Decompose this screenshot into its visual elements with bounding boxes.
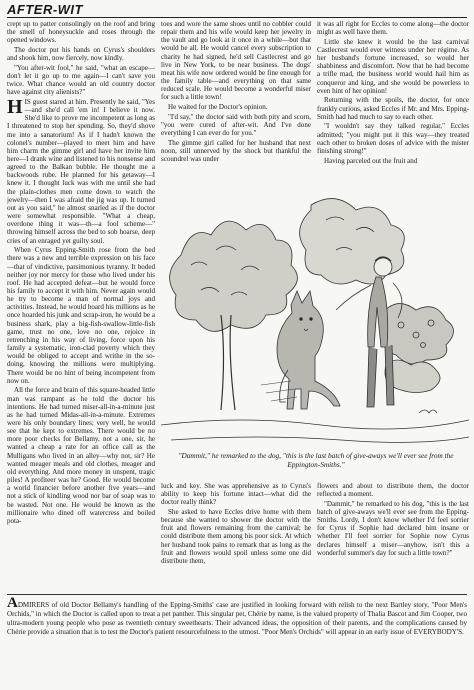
column-right-bottom bbox=[317, 482, 469, 587]
paragraph: crept up to patter consolingly on the roof and bring the smell of honeysuckle and roses through the opened windows. bbox=[7, 20, 155, 45]
column-right-top bbox=[317, 20, 469, 192]
story-illustration bbox=[161, 195, 469, 450]
footer-rule bbox=[7, 594, 467, 595]
paragraph: "I'd say," the doctor said with both pity and scorn, "you were cured of after-wit. And I've done everything I can ever do for you." bbox=[161, 112, 311, 138]
drop-cap: H bbox=[7, 95, 23, 118]
paragraph: The gimme girl called for her husband that next noon, still unnerved by the shock but thankful the scoundrel was under bbox=[161, 138, 311, 163]
illustration-caption: "Dammit," he remarked to the dog, "this is the last batch of give-aways we'll ever see from the Eppington-Smiths." bbox=[178, 451, 454, 469]
paragraph: "Dammit," he remarked to his dog, "this is the last batch of give-aways we'll ever see from the Epping-Smiths. Lordy, I don't know whether I'd feel sorrier for Cyrus if Sophie had declared him insane or whether I'll feel sorrier for Sophie now Cyrus declares himself a miser—anyhow, isn't this a wonderful summer's day for such a little town?" bbox=[317, 499, 469, 557]
next-story-notice bbox=[7, 595, 467, 637]
header-rule bbox=[7, 17, 467, 18]
section-header: AFTER-WIT bbox=[7, 2, 83, 17]
paragraph: flowers and about to distribute them, the doctor reflected a moment. bbox=[317, 482, 469, 499]
paragraph: All the force and brain of this square-headed little man was rampant as he told the doctor his intentions. He had turned miser-all-in-a-minute just as he had turned Midas-all-in-a-minute. Extremes were his only boundary lines; very well, he would see that he kept to extremes. There would be no more poor checks for Bellamy, not a one, sir, he wanted a cheap a rate for an office call as the Mulligans who lived in an alley—why not, sir? He wanted meager meals and old clothes, meager and old everything. And more money in unspent, tragic piles! A profiteer was he? Good. He would become a world financier before another five years—and not a stick of kindling wood nor bar of soap was to be wasted. Not one. He would be known as the millionaire who dined off watercress and boiled pota- bbox=[7, 386, 155, 525]
paragraph: He waited for the Doctor's opinion. bbox=[168, 103, 268, 112]
paragraph-text: IS guest stared at him. Presently he said, "Yes—and she'd call 'em in! I believe it now. She'd like to prove me incompetent as long as I threatened to stop her spending. So, they'd shove me into a sanatorium! As if I hadn't known the colonel's number—played to meet him and have him charm the gimme girl and have her invite him here—I drank wine and listened to his nonsense and agreed to the Balkan bubble. He thought me a backwoods rube. He planned for his getaway—I knew it. I thought luck was with me until she had the plain-clothes men come down to watch the jewelry—then I was afraid the jig was up. It turned out as you said," he almost snarled as if the doctor were somewhat responsible. "What a cheap, overdone thing it was—th—a fool scheme—" throwing himself across the bed to sob hoarse, deep cries of an enraged yet guilty soul. bbox=[7, 97, 155, 245]
column-middle-top bbox=[161, 20, 311, 192]
paragraph-dropcap bbox=[7, 95, 155, 245]
footer-text: DMIRERS of old Doctor Bellamy's handling of the Epping-Smiths' case are justified in looking forward with relish to the next Bartley story, "Poor Men's Orchids," in which the Doctor is called upon to treat a pet panther. This singular pet, Chérie by name, is the valued property of Thalia Bascot and Jim Cooper, two ultra-modern young people who pose as twentieth century sweethearts. Their advanced ideas, the opposition of their parents, and the complications caused by Chérie provide a situation that is to test the Doctor's patient resourcefulness to the utmost. "Poor Men's Orchids" will appear in an early issue of EVERYBODY'S. bbox=[7, 601, 467, 636]
paragraph: Little she knew it would be the last carnival Castlecrest would ever witness under her régime. As her husband's fortune increased, so would her shabbiness and discomfort. Now that he had become a trifle mad, the business world would hail him as conqueror and king, and she would be powerless to even hint of her opinion! bbox=[317, 37, 469, 95]
paragraph: The doctor put his hands on Cyrus's shoulders and shook him, now fiercely, now kindly. bbox=[7, 45, 155, 63]
footer-initial: A bbox=[7, 595, 18, 611]
illustration-drawing bbox=[161, 195, 469, 450]
paragraph: "You after-wit fool," he said, "what an escape—don't let it go up to me again—I can't save you twice. What chance would an old country doctor have against city alienists?" bbox=[7, 63, 155, 97]
paragraph: Having parceled out the fruit and bbox=[324, 156, 418, 165]
paragraph: When Cyrus Epping-Smith rose from the bed there was a new and terrible expression on his face—that of vindictive, parsimonious tyranny. It boded neither joy nor mercy for those who lived under his roof. He had accepted defeat—but he would force his family to accept it with him. Never again would he try to become a man of normal joys and activities. Instead, he would hoard his millions as he once hoarded his junk and scrap-iron, he would be a business shark, play a big-fish-swallow-little-fish game, trust no one, love no one, rejoice in retrenching in his way of living, force upon his family a systematic, iron-clad poverty which they would be obliged to accept and writhe in the so-doing, knowing the millions were multiplying. There would be no hint of being incompetent from now on. bbox=[7, 246, 155, 385]
paragraph: toes and wore the same shoes until no cobbler could repair them and his wife would keep her jewelry in the vault and go look at it once in a while—but that would be all. He would cancel every subscription to charity he had signed, he'd sell Castlecrest and go live in New York, to be near business. The dogs' meat his wife now ordered would be fine enough for the family table—and everything on that same reduced scale. He would become a wonderful miser for such a little town! bbox=[161, 20, 311, 102]
paragraph: She asked to have Eccles drive home with them because she wanted to shower the doctor with the fruit and flowers remaining from the carnival; he could distribute them among his poor sick. At which her husband took pains to remark that as long as the fruit and flowers would spoil unless some one did distribute them, bbox=[161, 507, 311, 565]
column-middle-bottom bbox=[161, 482, 311, 587]
paragraph: Returning with the spoils, the doctor, for once frankly curious, asked Eccles if Mr. and Mrs. Epping-Smith had had much to say to each other. bbox=[317, 96, 469, 121]
column-left bbox=[7, 20, 155, 587]
paragraph: luck and key. She was apprehensive as to Cyrus's ability to keep his fortune intact—what did the doctor really think? bbox=[161, 482, 311, 507]
paragraph: it was all right for Eccles to come along—the doctor might as well have them. bbox=[317, 20, 469, 37]
paragraph: "I wouldn't say they talked regular," Eccles admitted; "you might put it this way—they treated each other to broken doses of advice with the mister finishing strong!" bbox=[317, 122, 469, 155]
